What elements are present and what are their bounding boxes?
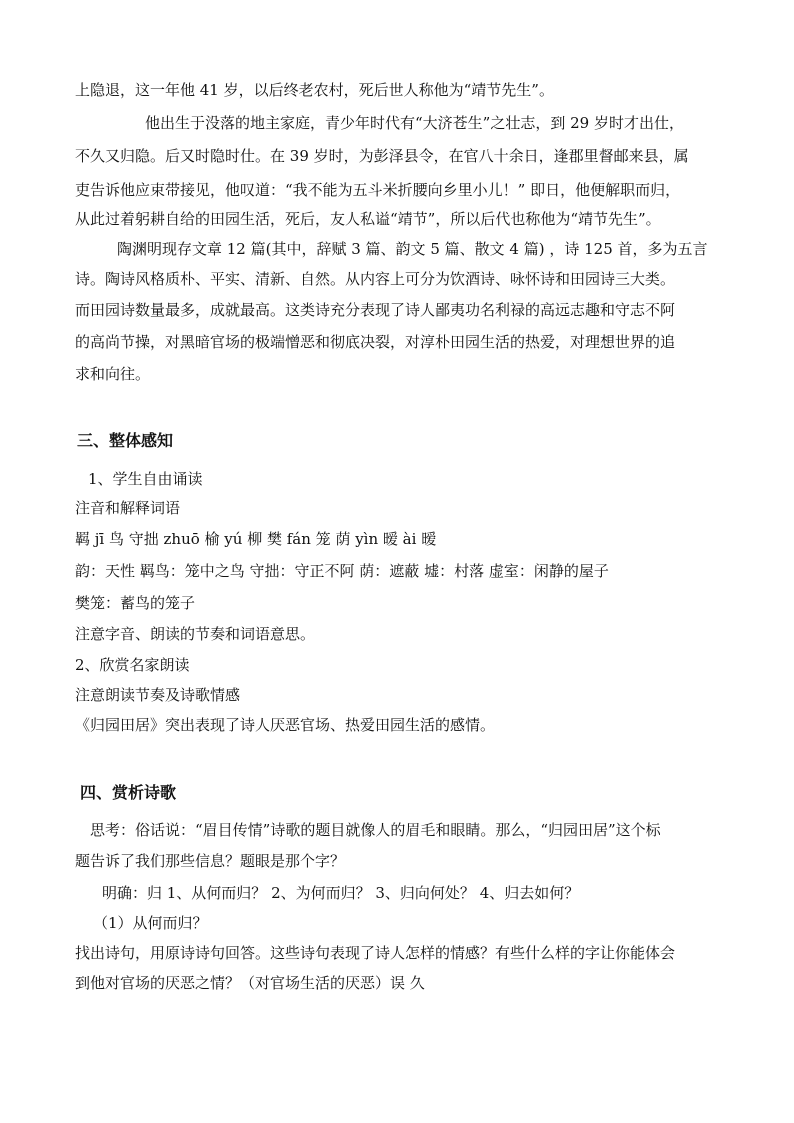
note-line: 注意字音、朗读的节奏和词语意思。 [75, 625, 316, 643]
paragraph-line: 从此过着躬耕自给的田园生活，死后，友人私谥“靖节”，所以后代也称他为“靖节先生”。 [75, 210, 661, 228]
list-item: 2、欣赏名家朗读 [75, 656, 190, 674]
section-heading-3: 三、整体感知 [77, 431, 174, 450]
pinyin-line: 羁 jī 鸟 守拙 zhuō 榆 yú 柳 樊 fán 笼 荫 yìn 暧 ài 暧 [75, 530, 437, 548]
definition-line: 樊笼：蓄鸟的笼子 [75, 594, 196, 612]
subheading: 注音和解释词语 [75, 499, 181, 517]
definition-line: 韵：天性 羁鸟：笼中之鸟 守拙：守正不阿 荫：遮蔽 墟：村落 虚室：闲静的屋子 [75, 562, 609, 580]
paragraph-line: 不久又归隐。后又时隐时仕。在 39 岁时，为彭泽县令，在官八十余日，逢郡里督邮来县，属 [75, 147, 689, 165]
question-line: 题告诉了我们那些信息？题眼是那个字？ [75, 852, 346, 870]
task-line: 到他对官场的厌恶之情？（对官场生活的厌恶）误 久 [75, 974, 425, 992]
list-item: 1、学生自由诵读 [88, 470, 203, 488]
paragraph-line: 他出生于没落的地主家庭，青少年时代有“大济苍生”之壮志，到 29 岁时才出仕， [145, 114, 684, 132]
paragraph-line: 诗。陶诗风格质朴、平实、清新、自然。从内容上可分为饮酒诗、咏怀诗和田园诗三大类。 [75, 270, 676, 288]
question-line: （1）从何而归？ [93, 914, 208, 932]
summary-line: 《归园田居》突出表现了诗人厌恶官场、热爱田园生活的感情。 [75, 716, 496, 734]
question-line: 思考：俗话说：“眉目传情”诗歌的题目就像人的眉毛和眼睛。那么，“归园田居”这个标 [90, 821, 661, 839]
task-line: 找出诗句，用原诗诗句回答。这些诗句表现了诗人怎样的情感？有些什么样的字让你能体会 [75, 944, 676, 962]
note-line: 注意朗读节奏及诗歌情感 [75, 686, 241, 704]
paragraph-line: 上隐退，这一年他 41 岁，以后终老农村，死后世人称他为“靖节先生”。 [75, 81, 554, 99]
paragraph-line: 陶渊明现存文章 12 篇(其中，辞赋 3 篇、韵文 5 篇、散文 4 篇) ，诗 125 首，多为五言 [117, 240, 708, 258]
paragraph-line: 吏告诉他应束带接见，他叹道：“我不能为五斗米折腰向乡里小儿！” 即日，他便解职而归， [75, 181, 681, 199]
paragraph-line: 的高尚节操，对黑暗官场的极端憎恶和彻底决裂，对淳朴田园生活的热爱，对理想世界的追 [75, 333, 676, 351]
section-heading-4: 四、赏析诗歌 [80, 783, 177, 802]
paragraph-line: 求和向往。 [75, 365, 151, 383]
paragraph-line: 而田园诗数量最多，成就最高。这类诗充分表现了诗人鄙夷功名利禄的高远志趣和守志不阿 [75, 301, 676, 319]
answer-line: 明确：归 1、从何而归？ 2、为何而归？ 3、归向何处？ 4、归去如何？ [102, 884, 580, 902]
